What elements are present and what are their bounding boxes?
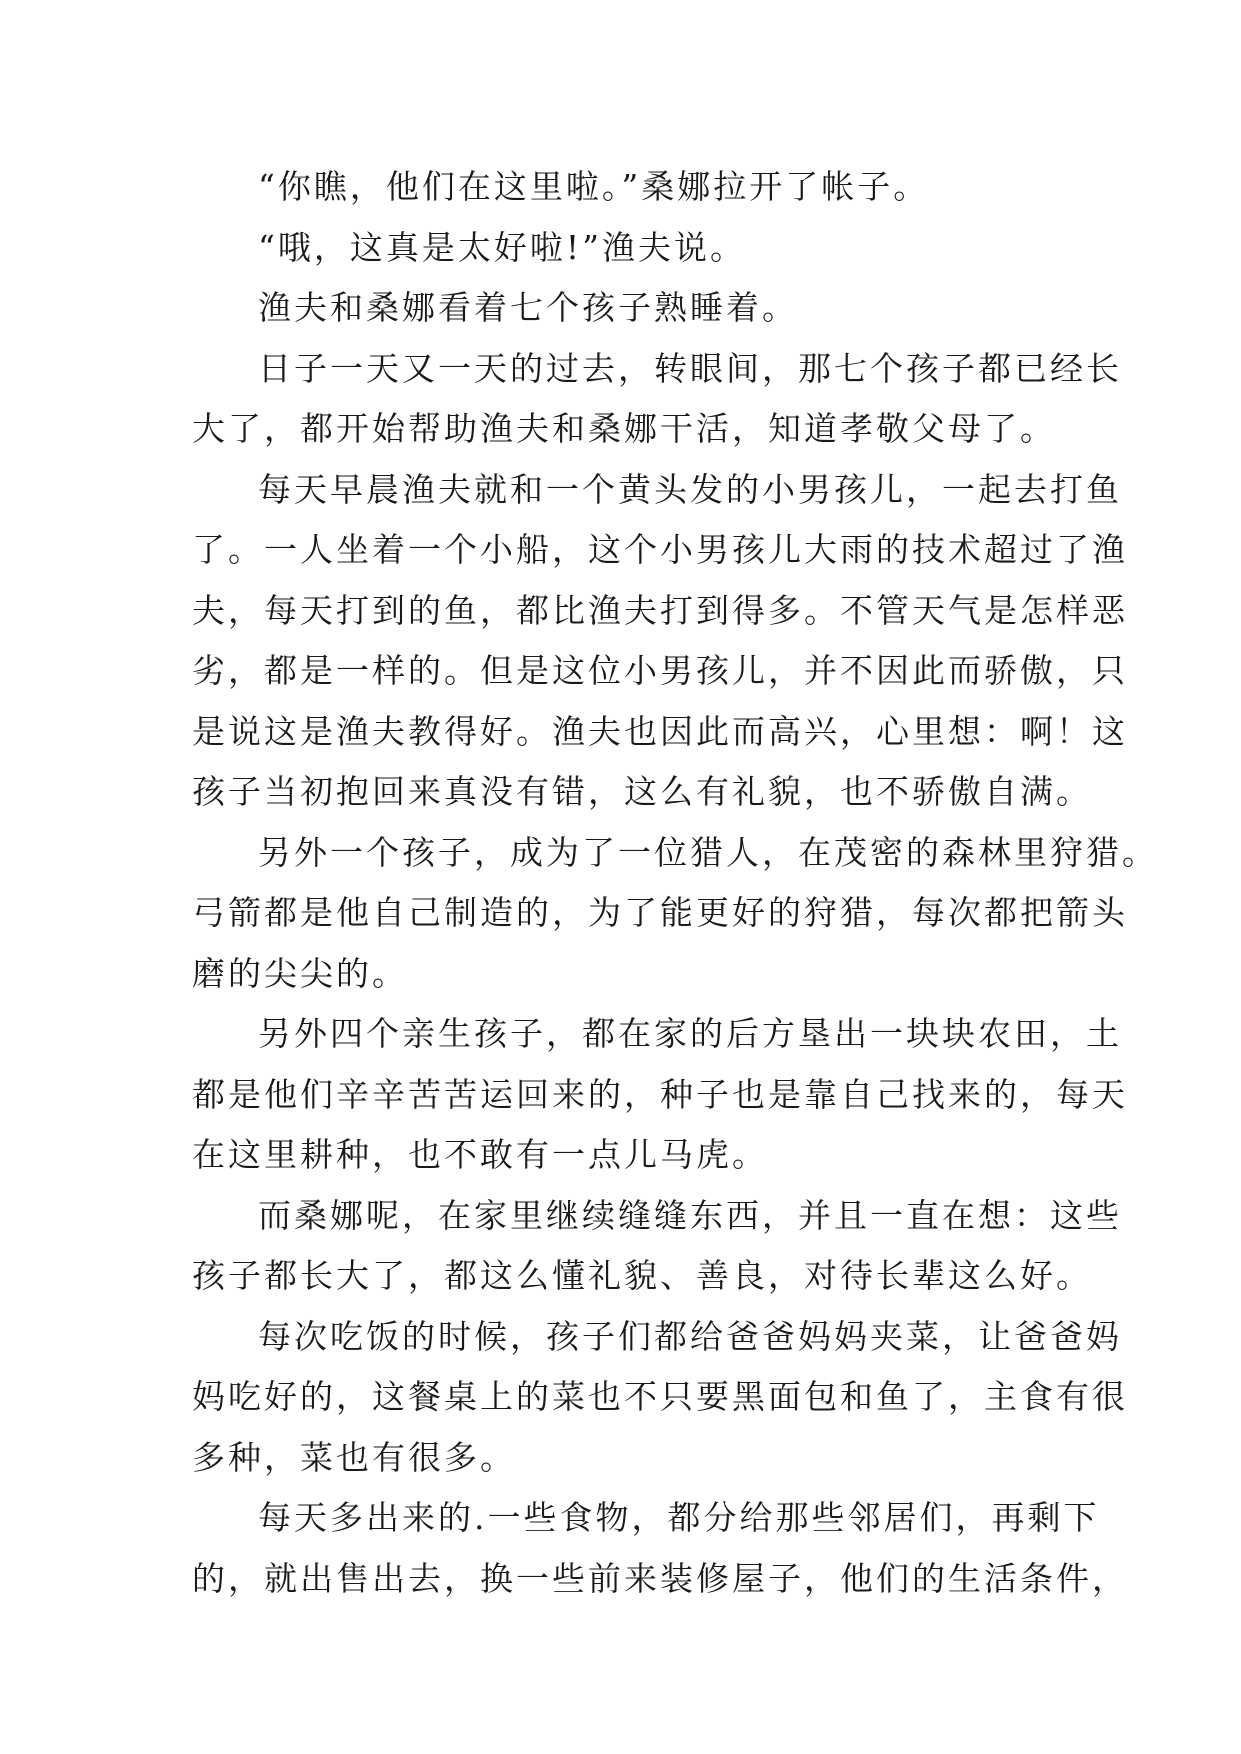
text-line: 渔夫和桑娜看着七个孩子熟睡着。 (258, 288, 798, 327)
paragraph-4 (192, 339, 1122, 460)
paragraph-6 (192, 823, 1158, 1005)
text-line: 了。一人坐着一个小船，这个小男孩儿大雨的技术超过了渔 (192, 530, 1128, 569)
paragraph-8 (192, 1186, 1122, 1307)
paragraph-9 (192, 1307, 1128, 1489)
text-line: 日子一天又一天的过去，转眼间，那七个孩子都已经长 (258, 348, 1122, 388)
text-line: 弓箭都是他自己制造的，为了能更好的狩猎，每次都把箭头 (192, 893, 1128, 932)
paragraph-5 (192, 460, 1128, 823)
text-line: “哦，这真是太好啦!”渔夫说。 (258, 227, 747, 267)
text-line: 是说这是渔夫教得好。渔夫也因此而高兴，心里想：啊！这 (192, 711, 1128, 751)
text-line: 每天多出来的.一些食物，都分给那些邻居们，再剩下 (258, 1498, 1100, 1537)
paragraph-3 (192, 278, 1052, 339)
text-line: 劣，都是一样的。但是这位小男孩儿，并不因此而骄傲，只 (192, 651, 1128, 690)
text-line: 孩子当初抱回来真没有错，这么有礼貌，也不骄傲自满。 (192, 772, 1092, 811)
text-line: 而桑娜呢，在家里继续缝缝东西，并且一直在想：这些 (258, 1195, 1122, 1235)
text-line: 每天早晨渔夫就和一个黄头发的小男孩儿，一起去打鱼 (258, 469, 1122, 509)
text-line: 在这里耕种，也不敢有一点儿马虎。 (192, 1135, 768, 1174)
paragraph-1 (192, 157, 1052, 218)
paragraph-7 (192, 1004, 1128, 1186)
text-line: 磨的尖尖的。 (192, 953, 408, 993)
text-line: 孩子都长大了，都这么懂礼貌、善良，对待长辈这么好。 (192, 1256, 1092, 1295)
text-line: 妈吃好的，这餐桌上的菜也不只要黑面包和鱼了，主食有很 (192, 1377, 1128, 1416)
paragraph-10 (192, 1488, 1128, 1609)
text-line: 另外一个孩子，成为了一位猎人，在茂密的森林里狩猎。 (258, 832, 1158, 872)
text-line: 大了，都开始帮助渔夫和桑娜干活，知道孝敬父母了。 (192, 409, 1056, 448)
text-line: “你瞧，他们在这里啦。”桑娜拉开了帐子。 (258, 167, 930, 206)
text-line: 多种，菜也有很多。 (192, 1437, 516, 1477)
text-line: 每次吃饭的时候，孩子们都给爸爸妈妈夹菜，让爸爸妈 (258, 1316, 1122, 1356)
text-line: 另外四个亲生孩子，都在家的后方垦出一块块农田，土 (258, 1014, 1122, 1053)
text-line: 都是他们辛辛苦苦运回来的，种子也是靠自己找来的，每天 (192, 1074, 1128, 1114)
paragraph-2 (192, 218, 1052, 279)
text-line: 夫，每天打到的鱼，都比渔夫打到得多。不管天气是怎样恶 (192, 590, 1128, 630)
text-line: 的，就出售出去，换一些前来装修屋子，他们的生活条件， (192, 1558, 1128, 1598)
document-body (192, 157, 1158, 1609)
